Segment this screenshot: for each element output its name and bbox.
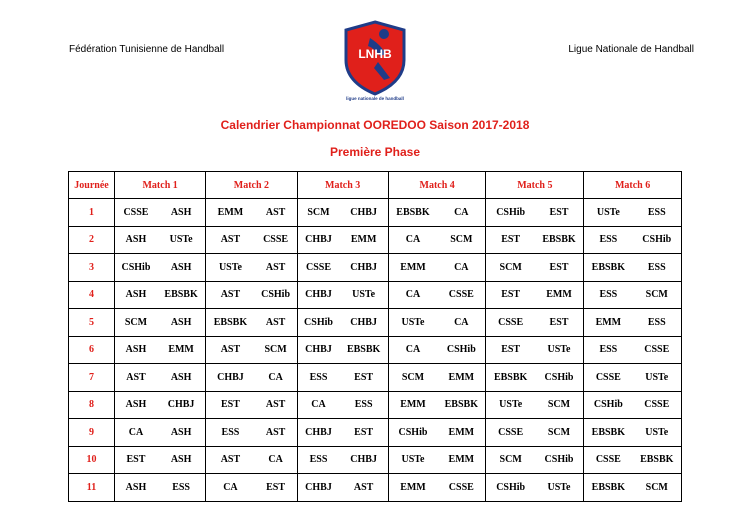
table-row — [69, 226, 682, 254]
match-3-away-team: EMM — [339, 226, 388, 254]
col-match-5: Match 5 — [486, 172, 584, 199]
table-row — [69, 364, 682, 392]
match-5-home-team: USTe — [486, 391, 535, 419]
match-6-away-team: EBSBK — [633, 446, 682, 474]
match-5-home-team: EBSBK — [486, 364, 535, 392]
match-1-away-team: ASH — [157, 254, 206, 282]
match-4-away-team: EMM — [437, 419, 486, 447]
svg-text:ligue nationale de handball: ligue nationale de handball — [346, 96, 404, 101]
match-5-home-team: CSHib — [486, 199, 535, 227]
match-1-home-team: ASH — [115, 226, 157, 254]
match-6-home-team: CSSE — [584, 364, 633, 392]
match-3-away-team: ESS — [339, 391, 388, 419]
match-1-home-team: ASH — [115, 336, 157, 364]
match-5-away-team: EST — [535, 199, 584, 227]
match-1-away-team: ESS — [157, 474, 206, 502]
match-1-home-team: CA — [115, 419, 157, 447]
match-2-away-team: CA — [255, 446, 297, 474]
journee-number: 2 — [69, 226, 115, 254]
match-6-home-team: EBSBK — [584, 474, 633, 502]
journee-number: 5 — [69, 309, 115, 337]
match-5-away-team: EMM — [535, 281, 584, 309]
match-1-away-team: CHBJ — [157, 391, 206, 419]
match-3-home-team: CSSE — [297, 254, 339, 282]
schedule-table — [68, 171, 682, 502]
match-2-home-team: AST — [206, 336, 255, 364]
match-6-home-team: EMM — [584, 309, 633, 337]
match-5-home-team: SCM — [486, 446, 535, 474]
match-5-home-team: SCM — [486, 254, 535, 282]
match-5-home-team: EST — [486, 281, 535, 309]
match-2-away-team: SCM — [255, 336, 297, 364]
match-3-home-team: CSHib — [297, 309, 339, 337]
header-row — [69, 172, 682, 199]
match-3-home-team: CHBJ — [297, 419, 339, 447]
match-2-home-team: AST — [206, 281, 255, 309]
col-match-2: Match 2 — [206, 172, 297, 199]
match-2-home-team: USTe — [206, 254, 255, 282]
match-6-away-team: CSSE — [633, 391, 682, 419]
match-5-away-team: USTe — [535, 474, 584, 502]
match-4-away-team: EMM — [437, 446, 486, 474]
match-5-away-team: EST — [535, 254, 584, 282]
match-4-home-team: CA — [388, 336, 437, 364]
match-4-home-team: CSHib — [388, 419, 437, 447]
match-3-away-team: USTe — [339, 281, 388, 309]
lnhb-logo — [340, 20, 410, 102]
match-3-home-team: ESS — [297, 446, 339, 474]
match-2-away-team: CSHib — [255, 281, 297, 309]
col-match-4: Match 4 — [388, 172, 486, 199]
match-2-home-team: CA — [206, 474, 255, 502]
match-2-away-team: AST — [255, 309, 297, 337]
match-3-home-team: SCM — [297, 199, 339, 227]
match-5-home-team: EST — [486, 336, 535, 364]
match-5-away-team: EST — [535, 309, 584, 337]
match-6-home-team: EBSBK — [584, 419, 633, 447]
match-4-home-team: CA — [388, 226, 437, 254]
col-match-1: Match 1 — [115, 172, 206, 199]
match-2-away-team: AST — [255, 199, 297, 227]
col-match-3: Match 3 — [297, 172, 388, 199]
match-6-home-team: CSHib — [584, 391, 633, 419]
match-6-home-team: ESS — [584, 226, 633, 254]
table-row — [69, 474, 682, 502]
match-2-home-team: EST — [206, 391, 255, 419]
table-row — [69, 254, 682, 282]
svg-text:LNHB: LNHB — [358, 47, 392, 61]
match-6-home-team: CSSE — [584, 446, 633, 474]
match-1-away-team: ASH — [157, 364, 206, 392]
match-6-away-team: CSSE — [633, 336, 682, 364]
table-row — [69, 391, 682, 419]
match-6-away-team: SCM — [633, 281, 682, 309]
match-3-away-team: AST — [339, 474, 388, 502]
match-5-away-team: CSHib — [535, 364, 584, 392]
journee-number: 4 — [69, 281, 115, 309]
match-2-home-team: AST — [206, 226, 255, 254]
match-1-away-team: EMM — [157, 336, 206, 364]
match-6-away-team: ESS — [633, 309, 682, 337]
match-1-away-team: USTe — [157, 226, 206, 254]
match-1-away-team: ASH — [157, 446, 206, 474]
match-5-away-team: CSHib — [535, 446, 584, 474]
match-3-away-team: EBSBK — [339, 336, 388, 364]
match-6-away-team: SCM — [633, 474, 682, 502]
match-4-home-team: EMM — [388, 474, 437, 502]
table-row — [69, 199, 682, 227]
match-4-home-team: USTe — [388, 309, 437, 337]
match-3-away-team: CHBJ — [339, 446, 388, 474]
match-6-home-team: USTe — [584, 199, 633, 227]
match-5-home-team: CSSE — [486, 309, 535, 337]
journee-number: 1 — [69, 199, 115, 227]
match-2-home-team: EBSBK — [206, 309, 255, 337]
match-2-away-team: AST — [255, 391, 297, 419]
match-2-home-team: CHBJ — [206, 364, 255, 392]
match-1-home-team: CSHib — [115, 254, 157, 282]
match-4-away-team: CSSE — [437, 281, 486, 309]
match-1-home-team: ASH — [115, 391, 157, 419]
match-1-away-team: ASH — [157, 199, 206, 227]
match-6-home-team: EBSBK — [584, 254, 633, 282]
match-5-away-team: SCM — [535, 419, 584, 447]
match-2-away-team: AST — [255, 419, 297, 447]
journee-number: 7 — [69, 364, 115, 392]
table-row — [69, 281, 682, 309]
match-2-home-team: EMM — [206, 199, 255, 227]
federation-name: Fédération Tunisienne de Handball — [69, 44, 225, 55]
match-4-away-team: CA — [437, 254, 486, 282]
match-6-away-team: USTe — [633, 364, 682, 392]
match-3-home-team: ESS — [297, 364, 339, 392]
match-4-away-team: CSHib — [437, 336, 486, 364]
match-6-away-team: CSHib — [633, 226, 682, 254]
match-3-away-team: CHBJ — [339, 254, 388, 282]
match-3-away-team: EST — [339, 364, 388, 392]
journee-number: 8 — [69, 391, 115, 419]
match-4-away-team: CA — [437, 199, 486, 227]
match-6-away-team: USTe — [633, 419, 682, 447]
match-1-away-team: ASH — [157, 419, 206, 447]
match-4-home-team: EBSBK — [388, 199, 437, 227]
page-title: Calendrier Championnat OOREDOO Saison 2017-2018 — [220, 118, 530, 132]
col-match-6: Match 6 — [584, 172, 682, 199]
table-row — [69, 419, 682, 447]
match-3-home-team: CA — [297, 391, 339, 419]
match-2-away-team: EST — [255, 474, 297, 502]
match-4-away-team: CSSE — [437, 474, 486, 502]
match-2-home-team: ESS — [206, 419, 255, 447]
match-4-home-team: EMM — [388, 391, 437, 419]
match-5-home-team: CSHib — [486, 474, 535, 502]
match-5-away-team: EBSBK — [535, 226, 584, 254]
journee-number: 9 — [69, 419, 115, 447]
match-2-away-team: CSSE — [255, 226, 297, 254]
journee-number: 6 — [69, 336, 115, 364]
match-1-home-team: ASH — [115, 474, 157, 502]
match-1-home-team: CSSE — [115, 199, 157, 227]
journee-number: 11 — [69, 474, 115, 502]
match-4-away-team: CA — [437, 309, 486, 337]
match-4-home-team: USTe — [388, 446, 437, 474]
match-5-away-team: SCM — [535, 391, 584, 419]
match-3-home-team: CHBJ — [297, 336, 339, 364]
match-1-home-team: AST — [115, 364, 157, 392]
journee-number: 10 — [69, 446, 115, 474]
match-3-home-team: CHBJ — [297, 474, 339, 502]
table-row — [69, 309, 682, 337]
match-4-away-team: EBSBK — [437, 391, 486, 419]
page-subtitle: Première Phase — [329, 145, 421, 159]
match-1-away-team: EBSBK — [157, 281, 206, 309]
match-3-home-team: CHBJ — [297, 281, 339, 309]
match-4-away-team: EMM — [437, 364, 486, 392]
match-2-home-team: AST — [206, 446, 255, 474]
match-3-home-team: CHBJ — [297, 226, 339, 254]
match-2-away-team: AST — [255, 254, 297, 282]
table-row — [69, 336, 682, 364]
match-1-home-team: EST — [115, 446, 157, 474]
match-4-home-team: SCM — [388, 364, 437, 392]
match-3-away-team: CHBJ — [339, 199, 388, 227]
match-4-home-team: CA — [388, 281, 437, 309]
journee-number: 3 — [69, 254, 115, 282]
match-6-home-team: ESS — [584, 281, 633, 309]
match-1-home-team: ASH — [115, 281, 157, 309]
match-5-away-team: USTe — [535, 336, 584, 364]
match-1-home-team: SCM — [115, 309, 157, 337]
match-3-away-team: CHBJ — [339, 309, 388, 337]
match-4-home-team: EMM — [388, 254, 437, 282]
col-journee: Journée — [69, 172, 115, 199]
match-6-away-team: ESS — [633, 254, 682, 282]
match-6-home-team: ESS — [584, 336, 633, 364]
match-3-away-team: EST — [339, 419, 388, 447]
match-2-away-team: CA — [255, 364, 297, 392]
match-4-away-team: SCM — [437, 226, 486, 254]
match-6-away-team: ESS — [633, 199, 682, 227]
match-5-home-team: EST — [486, 226, 535, 254]
match-1-away-team: ASH — [157, 309, 206, 337]
match-5-home-team: CSSE — [486, 419, 535, 447]
league-name: Ligue Nationale de Handball — [568, 44, 694, 55]
table-row — [69, 446, 682, 474]
